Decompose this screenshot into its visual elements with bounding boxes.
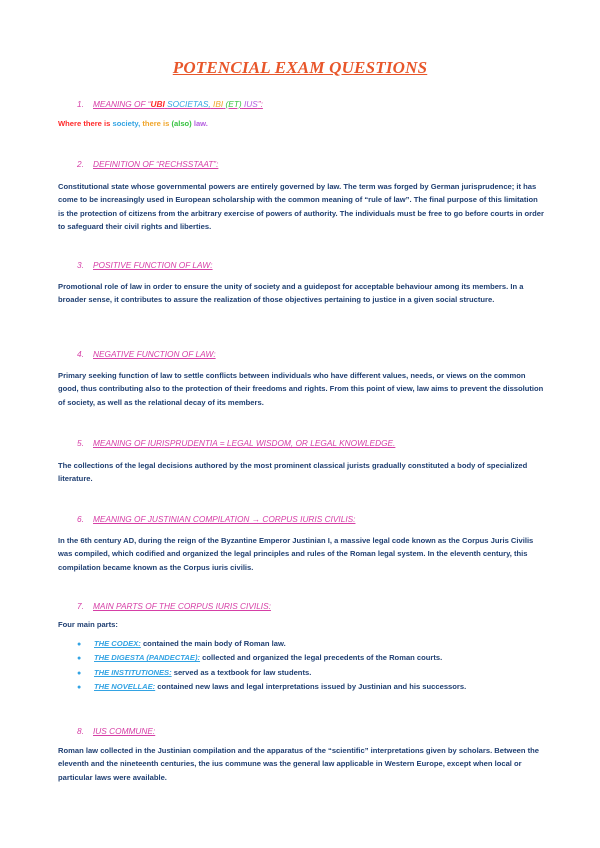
question-1-number: 1. <box>77 99 84 109</box>
list-item <box>77 637 466 651</box>
bullet-icon: ● <box>77 669 82 677</box>
question-2-heading <box>77 159 218 169</box>
part-description: collected and organized the legal precedents of the Roman courts. <box>200 653 443 663</box>
page-title: POTENCIAL EXAM QUESTIONS <box>172 58 428 77</box>
part-term: THE INSTITUTIONES: <box>94 667 172 677</box>
question-3-answer: Promotional role of law in order to ensure the unity of society and a guidepost for acceptable behaviour among its members. In a broader sense, it contributes to assure the realization of those objectives pertaining to justice in a given social structure. <box>58 282 524 305</box>
question-1-label-prefix: MEANING OF “ <box>93 99 151 109</box>
question-8-number: 8. <box>77 726 84 736</box>
question-7-label: MAIN PARTS OF THE CORPUS IURIS CIVILIS: <box>93 601 271 611</box>
answer-1-part-1: Where there is <box>58 119 111 128</box>
question-1-word-et: (ET) <box>225 99 242 109</box>
question-6-answer: In the 6th century AD, during the reign of the Byzantine Emperor Justinian I, a massive legal code known as the Corpus Juris Civilis was compiled, which codified and organized the legal principles and rules of the Roman legal system. In the eleventh century, this compilation became known as the Corpus iuris civilis. <box>58 536 534 572</box>
bullet-icon: ● <box>77 684 82 692</box>
question-6-label: MEANING OF JUSTINIAN COMPILATION → CORPUS IURIS CIVILIS: <box>93 514 356 524</box>
part-term: THE NOVELLAE: <box>94 682 156 692</box>
question-2-number: 2. <box>77 159 84 169</box>
question-6-heading <box>77 514 355 524</box>
part-term: THE DIGESTA (PANDECTAE): <box>94 653 201 663</box>
question-3-heading <box>77 260 213 270</box>
question-4-answer: Primary seeking function of law to settle conflicts between individuals who have different values, needs, or views on the common good, thus contributing also to the protection of their freedoms and rights. From this point of view, law aims to prevent the dissolution of society, as well as the relational decay of its members. <box>58 371 544 407</box>
list-item <box>77 680 466 694</box>
question-1-word-ibi: IBI <box>213 99 224 109</box>
question-1-word-ius: IUS <box>243 99 258 109</box>
bullet-icon: ● <box>77 641 82 648</box>
question-4-label: NEGATIVE FUNCTION OF LAW: <box>93 349 216 359</box>
question-8-heading <box>77 726 155 736</box>
part-description: served as a textbook for law students. <box>171 667 312 677</box>
question-3-label: POSITIVE FUNCTION OF LAW: <box>93 260 213 270</box>
question-1-heading <box>77 99 263 109</box>
corpus-parts-list <box>77 637 466 695</box>
question-7-intro: Four main parts: <box>58 620 118 629</box>
question-1-label-suffix: ”: <box>257 99 263 109</box>
question-1-word-ubi: UBI <box>150 99 165 109</box>
answer-1-part-5: law. <box>193 119 208 128</box>
answer-1-part-2: society, <box>112 119 141 128</box>
question-2-label: DEFINITION OF “RECHSSTAAT”: <box>93 159 219 169</box>
question-4-number: 4. <box>77 349 84 359</box>
part-description: contained new laws and legal interpretations issued by Justinian and his successors. <box>155 682 467 692</box>
question-6-number: 6. <box>77 514 84 524</box>
question-8-answer: Roman law collected in the Justinian compilation and the apparatus of the “scientific” interpretations given by scholars. Between the eleventh and the nineteenth centuries, the ius commune was the general law applicable in Western Europe, except when local or particular laws were available. <box>58 746 540 782</box>
question-1-word-societas: SOCIETAS, <box>167 99 211 109</box>
answer-1-part-4: (also) <box>171 119 192 128</box>
question-8-label: IUS COMMUNE: <box>93 726 156 736</box>
question-2-answer: Constitutional state whose governmental powers are entirely governed by law. The term was forged by German jurisprudence; it has come to be increasingly used in European scholarship with the common meaning of “rule of law”. The final purpose of this limitation is the protection of citizens from the arbitrary exercise of powers of authority. The individuals must be free to go before courts in order to safeguard their civil rights and liberties. <box>58 182 544 232</box>
question-3-number: 3. <box>77 260 84 270</box>
part-term: THE CODEX: <box>94 639 141 648</box>
question-7-number: 7. <box>77 601 84 611</box>
list-item <box>77 651 466 665</box>
question-5-heading <box>77 438 395 448</box>
list-item <box>77 666 466 680</box>
question-5-label: MEANING OF IURISPRUDENTIA = LEGAL WISDOM, OR LEGAL KNOWLEDGE. <box>93 438 396 448</box>
question-4-heading <box>77 349 216 359</box>
question-7-heading <box>77 601 271 611</box>
bullet-icon: ● <box>77 655 82 663</box>
question-5-answer: The collections of the legal decisions authored by the most prominent classical jurists gradually constituted a body of specialized literature. <box>58 461 528 484</box>
question-5-number: 5. <box>77 438 84 448</box>
part-description: contained the main body of Roman law. <box>140 639 286 648</box>
answer-1-part-3: there is <box>142 119 170 128</box>
question-1-answer <box>58 117 544 130</box>
